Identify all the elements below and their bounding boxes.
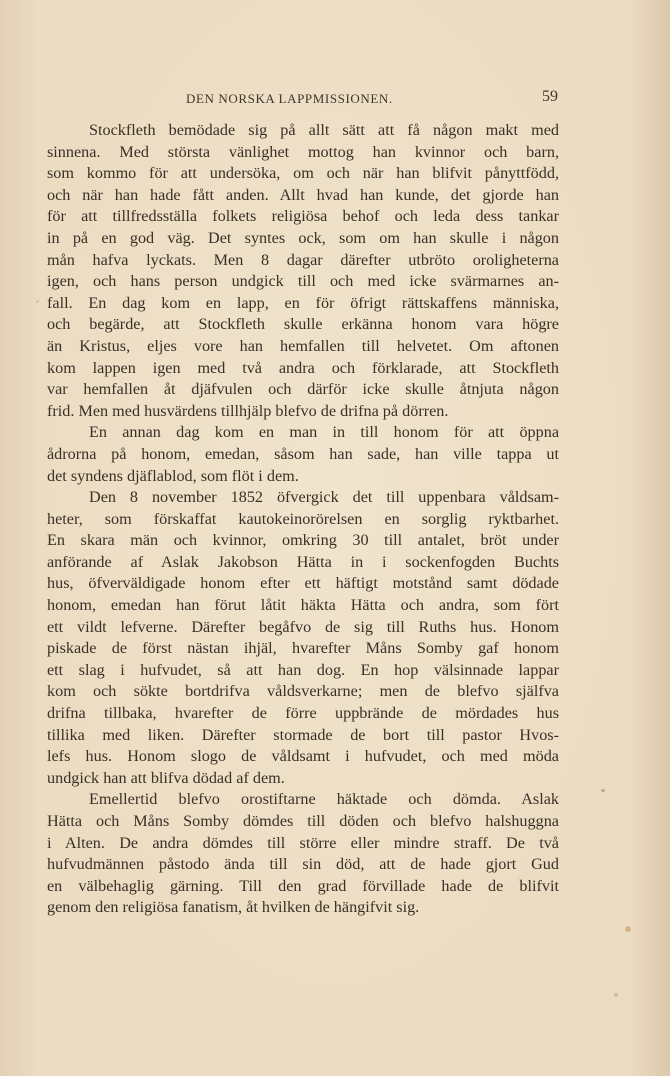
text-line: undgick han att blifva dödad af dem. bbox=[47, 768, 285, 787]
text-line: var hemfallen åt djäfvulen och därför icke skulle åtnjuta någon bbox=[47, 380, 559, 399]
foxing-spot bbox=[614, 993, 618, 997]
text-line: det syndens djäflablod, som flöt i dem. bbox=[47, 466, 299, 485]
text-line: kom och sökte bortdrifva våldsverkarne; men de blefvo själfva bbox=[47, 682, 559, 701]
text-line: kom lappen igen med två andra och förklarade, att Stockfleth bbox=[47, 358, 559, 377]
text-line: hus, öfverväldigade honom efter ett häftigt motstånd samt dödade bbox=[47, 574, 559, 593]
text-line: sinnena. Med största vänlighet mottog han kvinnor och barn, bbox=[47, 142, 559, 161]
text-line: en välbehaglig gärning. Till den grad förvillade hade de blifvit bbox=[47, 876, 559, 895]
text-line: ett vildt lefverne. Därefter begåfvo de sig till Ruths hus. Honom bbox=[47, 617, 559, 636]
text-line: Emellertid blefvo orostiftarne häktade och dömda. Aslak bbox=[89, 790, 559, 809]
text-line: fall. En dag kom en lapp, en för öfrigt rättskaffens människa, bbox=[47, 293, 559, 312]
text-line: En annan dag kom en man in till honom för att öppna bbox=[89, 423, 559, 442]
text-line: Stockfleth bemödade sig på allt sätt att få någon makt med bbox=[89, 121, 559, 139]
text-line: piskade de först nästan ihjäl, hvarefter Måns Somby gaf honom bbox=[47, 639, 559, 658]
text-line: En skara män och kvinnor, omkring 30 till antalet, bröt under bbox=[47, 531, 559, 550]
text-line: heter, som förskaffat kautokeinorörelsen en sorglig ryktbarhet. bbox=[47, 509, 559, 528]
page-number: 59 bbox=[542, 88, 558, 105]
text-line: Hätta och Måns Somby dömdes till döden och blefvo halshuggna bbox=[47, 812, 559, 830]
text-line: hufvudmännen påstodo ända till sin död, att de hade gjort Gud bbox=[47, 855, 559, 874]
foxing-spot bbox=[601, 789, 605, 792]
text-line: för att tillfredsställa folkets religiösa behof och leda dess tankar bbox=[47, 207, 559, 226]
text-line: honom, emedan han förut låtit häkta Hätta och andra, som fört bbox=[47, 596, 559, 615]
foxing-spot bbox=[625, 926, 631, 932]
running-head bbox=[0, 88, 670, 112]
foxing-spot bbox=[36, 300, 39, 303]
text-line: Den 8 november 1852 öfvergick det till uppenbara våldsam- bbox=[89, 488, 559, 507]
running-head-title: DEN NORSKA LAPPMISSIONEN. bbox=[186, 91, 393, 106]
text-line: i Alten. De andra dömdes till större eller mindre straff. De två bbox=[47, 833, 559, 852]
text-line: in på en god väg. Det syntes ock, som om han skulle i någon bbox=[47, 228, 559, 247]
text-line: frid. Men med husvärdens tillhjälp blefvo de drifna på dörren. bbox=[47, 401, 449, 420]
text-line: än Kristus, eljes vore han hemfallen till helvetet. Om aftonen bbox=[47, 336, 559, 355]
text-line: lefs hus. Honom slogo de våldsamt i hufvudet, och med möda bbox=[47, 747, 559, 766]
text-line: och när han hade fått anden. Allt hvad han kunde, det gjorde han bbox=[47, 185, 559, 204]
text-line: ådrorna på honom, emedan, såsom han sade, han ville tappa ut bbox=[47, 444, 559, 463]
text-line: anförande af Aslak Jakobson Hätta in i sockenfogden Buchts bbox=[47, 552, 559, 571]
text-line: tillika med liken. Därefter stormade de bort till pastor Hvos- bbox=[47, 725, 559, 744]
text-line: som kommo för att undersöka, om och när han blifvit pånyttfödd, bbox=[47, 164, 559, 183]
body-text bbox=[47, 120, 559, 919]
text-line: och begärde, att Stockfleth skulle erkänna honom vara högre bbox=[47, 315, 559, 334]
text-line: drifna tillbaka, hvarefter de förre uppbrände de mördades hus bbox=[47, 704, 559, 723]
text-line: igen, och hans person undgick till och med icke svärmarnes an- bbox=[47, 272, 559, 291]
text-line: ett slag i hufvudet, så att han dog. En hop välsinnade lappar bbox=[47, 660, 559, 679]
text-line: genom den religiösa fanatism, åt hvilken de hängifvit sig. bbox=[47, 898, 420, 917]
text-line: mån hafva lyckats. Men 8 dagar därefter utbröto oroligheterna bbox=[47, 250, 559, 269]
